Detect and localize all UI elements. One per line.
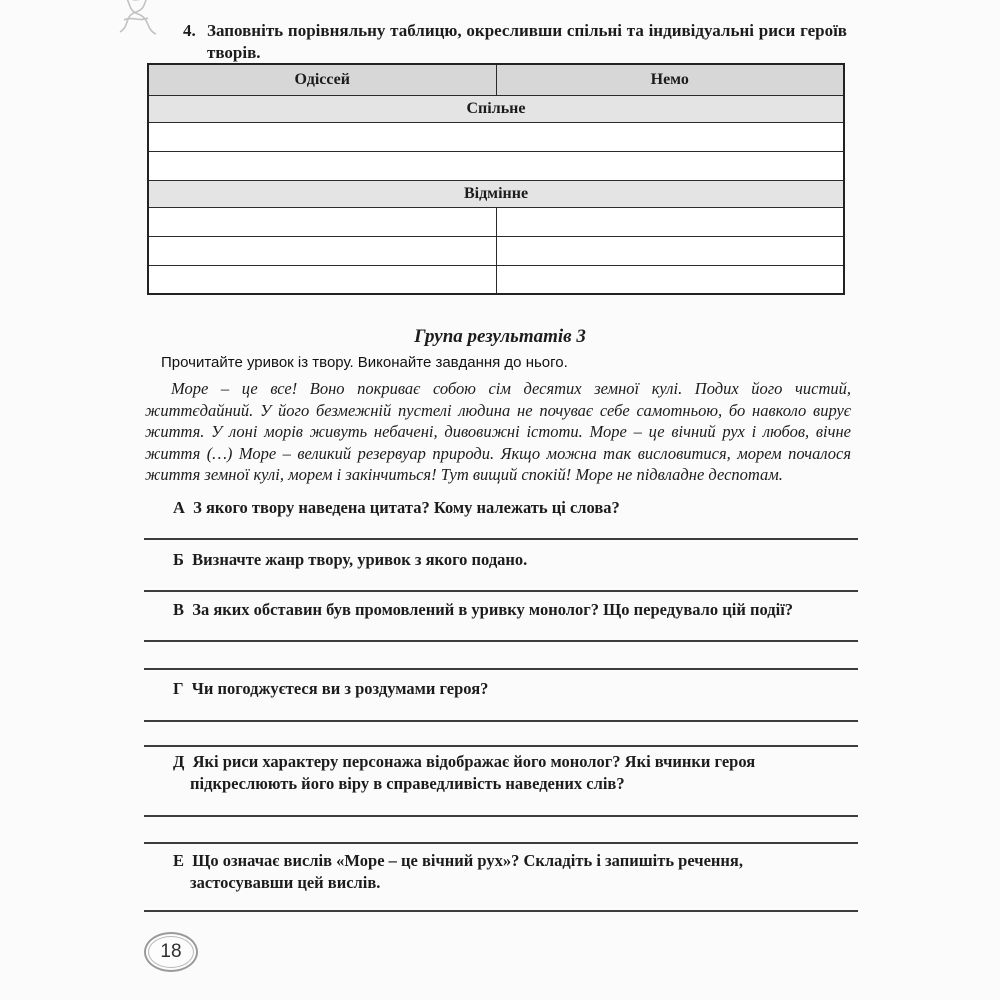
- column-header-nemo: Немо: [496, 64, 844, 95]
- page-number: 18: [160, 941, 182, 962]
- section-row-common: Спільне: [148, 95, 844, 122]
- table-empty-cell: [148, 265, 496, 294]
- table-empty-cell: [496, 265, 844, 294]
- question-d-text: Які риси характеру персонажа відображає його монолог? Які вчинки героя підкреслюють його віру в справедливість наведених слів?: [190, 752, 756, 793]
- question-d: [173, 751, 845, 795]
- section-instruction: Прочитайте уривок із твору. Виконайте завдання до нього.: [161, 354, 568, 371]
- literary-quote: Море – це все! Воно покриває собою сім десятих земної кулі. Подих його чистий, життєдайний. У його безмежній пустелі людина не почуває себе самотньою, бо навколо вирує життя. У лоні морів живуть небачені, дивовижні істоти. Море – це вічний рух і любов, вічне життя (…) Море – великий резервуар природи. Якщо можна так висловитися, морем почалося життя земної кулі, морем і закінчиться! Тут вищий спокій! Море не підвладне деспотам.: [145, 379, 851, 484]
- table-empty-cell: [148, 122, 844, 151]
- answer-line: [144, 720, 858, 722]
- question-a-text: З якого твору наведена цитата? Кому належать ці слова?: [193, 498, 620, 517]
- table-empty-cell: [148, 236, 496, 265]
- answer-line: [144, 538, 858, 540]
- question-b-label: Б: [173, 550, 184, 569]
- question-e-text: Що означає вислів «Море – це вічний рух»? Складіть і запишіть речення, застосувавши цей вислів.: [190, 851, 743, 892]
- question-b-text: Визначте жанр твору, уривок з якого подано.: [192, 550, 528, 569]
- answer-line: [144, 815, 858, 817]
- answer-line: [144, 668, 858, 670]
- table-empty-cell: [148, 151, 844, 180]
- table-empty-cell: [496, 207, 844, 236]
- floral-ornament-icon: [112, 0, 162, 40]
- table-empty-cell: [496, 236, 844, 265]
- question-v-label: В: [173, 600, 185, 619]
- page-number-badge: [144, 932, 198, 972]
- section-title: Група результатів 3: [414, 326, 586, 347]
- question-e-label: Е: [173, 851, 185, 870]
- question-h-text: Чи погоджуєтеся ви з роздумами героя?: [191, 679, 489, 698]
- question-d-label: Д: [173, 752, 185, 771]
- column-header-odyssey: Одіссей: [148, 64, 496, 95]
- question-h-label: Г: [173, 679, 184, 698]
- question-a: [173, 497, 845, 519]
- answer-line: [144, 640, 858, 642]
- section-row-different: Відмінне: [148, 180, 844, 207]
- answer-line: [144, 910, 858, 912]
- task-number: 4.: [183, 21, 196, 40]
- question-v: [173, 599, 845, 621]
- question-v-text: За яких обставин був промовлений в уривку монолог? Що передувало цій події?: [192, 600, 794, 619]
- task-text: Заповніть порівняльну таблицю, окресливши спільні та індивідуальні риси героїв творів.: [207, 21, 847, 62]
- comparison-table: [147, 63, 845, 295]
- question-e: [173, 850, 845, 894]
- task-statement: [183, 20, 847, 64]
- question-h: [173, 678, 845, 700]
- answer-line: [144, 590, 858, 592]
- question-a-label: А: [173, 498, 185, 517]
- answer-line: [144, 842, 858, 844]
- table-empty-cell: [148, 207, 496, 236]
- question-b: [173, 549, 845, 571]
- answer-line: [144, 745, 858, 747]
